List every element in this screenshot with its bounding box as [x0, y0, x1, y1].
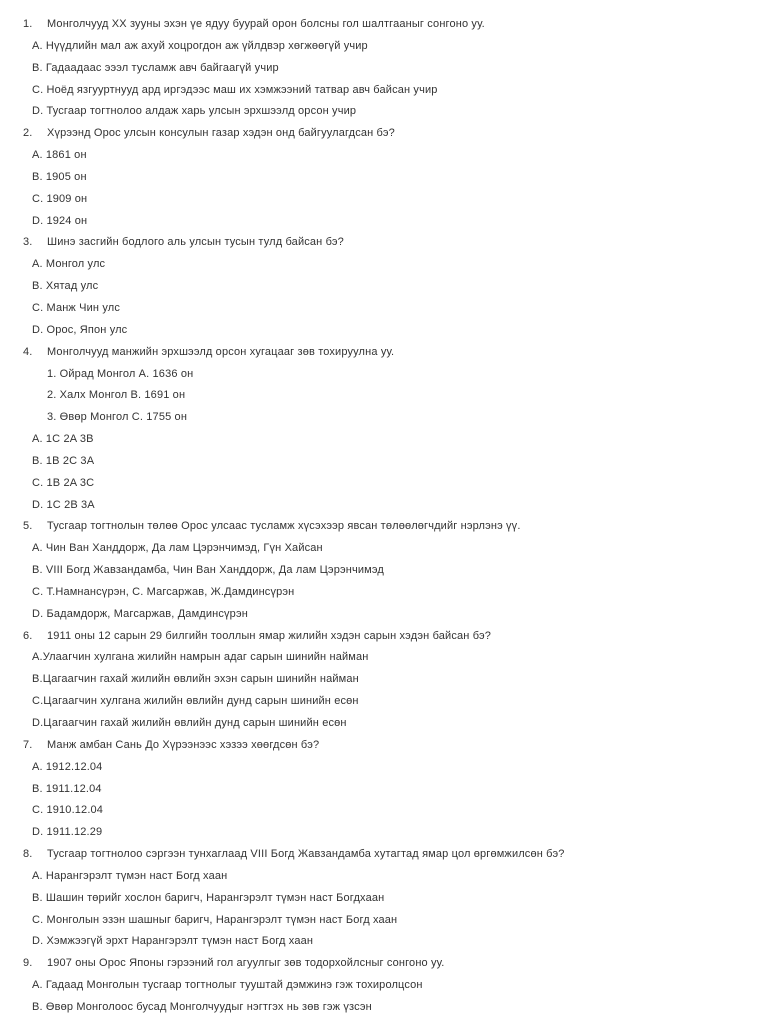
question-1 — [0, 14, 768, 36]
answer-option: A. Нарангэрэлт түмэн наст Богд хаан — [32, 869, 228, 882]
answer-option: A. Гадаад Монголын тусгаар тогтнолыг тууштай дэмжинэ гэж тохиролцсон — [32, 979, 423, 992]
answer-option: D. Орос, Япон улс — [32, 323, 128, 336]
answer-option: C. Т.Намнансүрэн, С. Магсаржав, Ж.Дамдинсүрэн — [32, 585, 295, 598]
question-text: Манж амбан Сань До Хүрээнээс хэзээ хөөгдсөн бэ? — [47, 738, 320, 751]
answer-option: B. 1B 2C 3A — [32, 454, 95, 467]
answer-option: C.Цагаагчин хулгана жилийн өвлийн дунд сарын шинийн есөн — [32, 695, 359, 708]
answer-option: D. Хэмжээгүй эрхт Нарангэрэлт түмэн наст Богд хаан — [32, 935, 314, 948]
question-9 — [0, 953, 768, 975]
answer-option: B. VIII Богд Жавзандамба, Чин Ван Ханддорж, Да лам Цэрэнчимэд — [32, 564, 384, 577]
question-number: 4. — [23, 345, 33, 358]
question-number: 2. — [23, 127, 33, 140]
answer-option: D. Бадамдорж, Магсаржав, Дамдинсүрэн — [32, 607, 248, 620]
question-2 — [0, 123, 768, 145]
question-text: Тусгаар тогтнолын төлөө Орос улсаас тусламж хүсэхээр явсан төлөөлөгчдийг нэрлэнэ үү. — [47, 520, 521, 533]
answer-option: D. 1C 2B 3A — [32, 498, 95, 511]
answer-option: A. Чин Ван Ханддорж, Да лам Цэрэнчимэд, Гүн Хайсан — [32, 542, 323, 555]
question-number: 3. — [23, 236, 33, 249]
answer-option: B. 1905 он — [32, 170, 87, 183]
answer-option: D. 1924 он — [32, 214, 88, 227]
answer-option: C. Ноёд язгууртнууд ард иргэдээс маш их хэмжээний татвар авч байсан учир — [32, 83, 438, 96]
question-text: Монголчууд манжийн эрхшээлд орсон хугацааг зөв тохируулна уу. — [47, 345, 395, 358]
answer-option: A. 1861 он — [32, 149, 87, 162]
question-text: Хүрээнд Орос улсын консулын газар хэдэн онд байгуулагдсан бэ? — [47, 127, 395, 140]
answer-option: D. Тусгаар тогтнолоо алдаж харь улсын эрхшээлд орсон учир — [32, 105, 357, 118]
matching-item: 1. Ойрад Монгол А. 1636 он — [47, 367, 194, 380]
answer-option: A. 1912.12.04 — [32, 760, 103, 773]
answer-option: A. Монгол улс — [32, 258, 106, 271]
question-number: 7. — [23, 738, 33, 751]
answer-option: C. 1909 он — [32, 192, 88, 205]
quiz-document — [0, 14, 768, 1019]
question-number: 5. — [23, 520, 33, 533]
answer-option: A.Улаагчин хулгана жилийн намрын адаг сарын шинийн найман — [32, 651, 369, 664]
question-4 — [0, 342, 768, 364]
answer-option: A. 1C 2A 3B — [32, 433, 94, 446]
question-number: 1. — [23, 18, 33, 30]
answer-option: C. Монголын эзэн шашныг баригч, Нарангэрэлт түмэн наст Богд хаан — [32, 913, 398, 926]
question-text: Монголчууд ХХ зууны эхэн үе ядуу буурай орон болсны гол шалтгааныг сонгоно уу. — [47, 18, 485, 30]
question-6 — [0, 626, 768, 648]
question-text: Тусгаар тогтнолоо сэргээн тунхаглаад VIII Богд Жавзандамба хутагтад ямар цол өргөмжилсөн бэ? — [47, 848, 565, 861]
question-number: 8. — [23, 848, 33, 861]
answer-option: C. 1B 2A 3C — [32, 476, 95, 489]
answer-option: B. Хятад улс — [32, 280, 99, 293]
matching-item: 2. Халх Монгол В. 1691 он — [47, 389, 186, 402]
question-8 — [0, 844, 768, 866]
answer-option: C. Манж Чин улс — [32, 301, 120, 314]
answer-option: C. 1910.12.04 — [32, 804, 104, 817]
question-5 — [0, 516, 768, 538]
answer-option: D.Цагаагчин гахай жилийн өвлийн дунд сарын шинийн есөн — [32, 717, 347, 729]
question-text: 1907 оны Орос Японы гэрээний гол агуулгыг зөв тодорхойлсныг сонгоно уу. — [47, 957, 445, 970]
answer-option: B.Цагаагчин гахай жилийн өвлийн эхэн сарын шинийн найман — [32, 673, 359, 686]
answer-option: B. Өвөр Монголоос бусад Монголчуудыг нэгтгэх нь зөв гэж үзсэн — [32, 1000, 372, 1013]
answer-option: B. Гадаадаас эээл тусламж авч байгаагүй учир — [32, 61, 279, 74]
question-3 — [0, 232, 768, 254]
question-text: 1911 оны 12 сарын 29 билгийн тооллын ямар жилийн хэдэн сарын хэдэн байсан бэ? — [47, 629, 492, 642]
question-7 — [0, 735, 768, 757]
answer-option: D. 1911.12.29 — [32, 826, 103, 839]
question-number: 9. — [23, 957, 33, 970]
question-number: 6. — [23, 629, 33, 642]
answer-option: A. Нүүдлийн мал аж ахуй хоцрогдон аж үйлдвэр хөгжөөгүй учир — [32, 39, 368, 52]
answer-option: B. Шашин төрийг хослон баригч, Нарангэрэлт түмэн наст Богдхаан — [32, 891, 385, 904]
matching-item: 3. Өвөр Монгол С. 1755 он — [47, 411, 188, 424]
question-text: Шинэ засгийн бодлого аль улсын тусын тулд байсан бэ? — [47, 236, 344, 249]
answer-option: B. 1911.12.04 — [32, 782, 102, 795]
